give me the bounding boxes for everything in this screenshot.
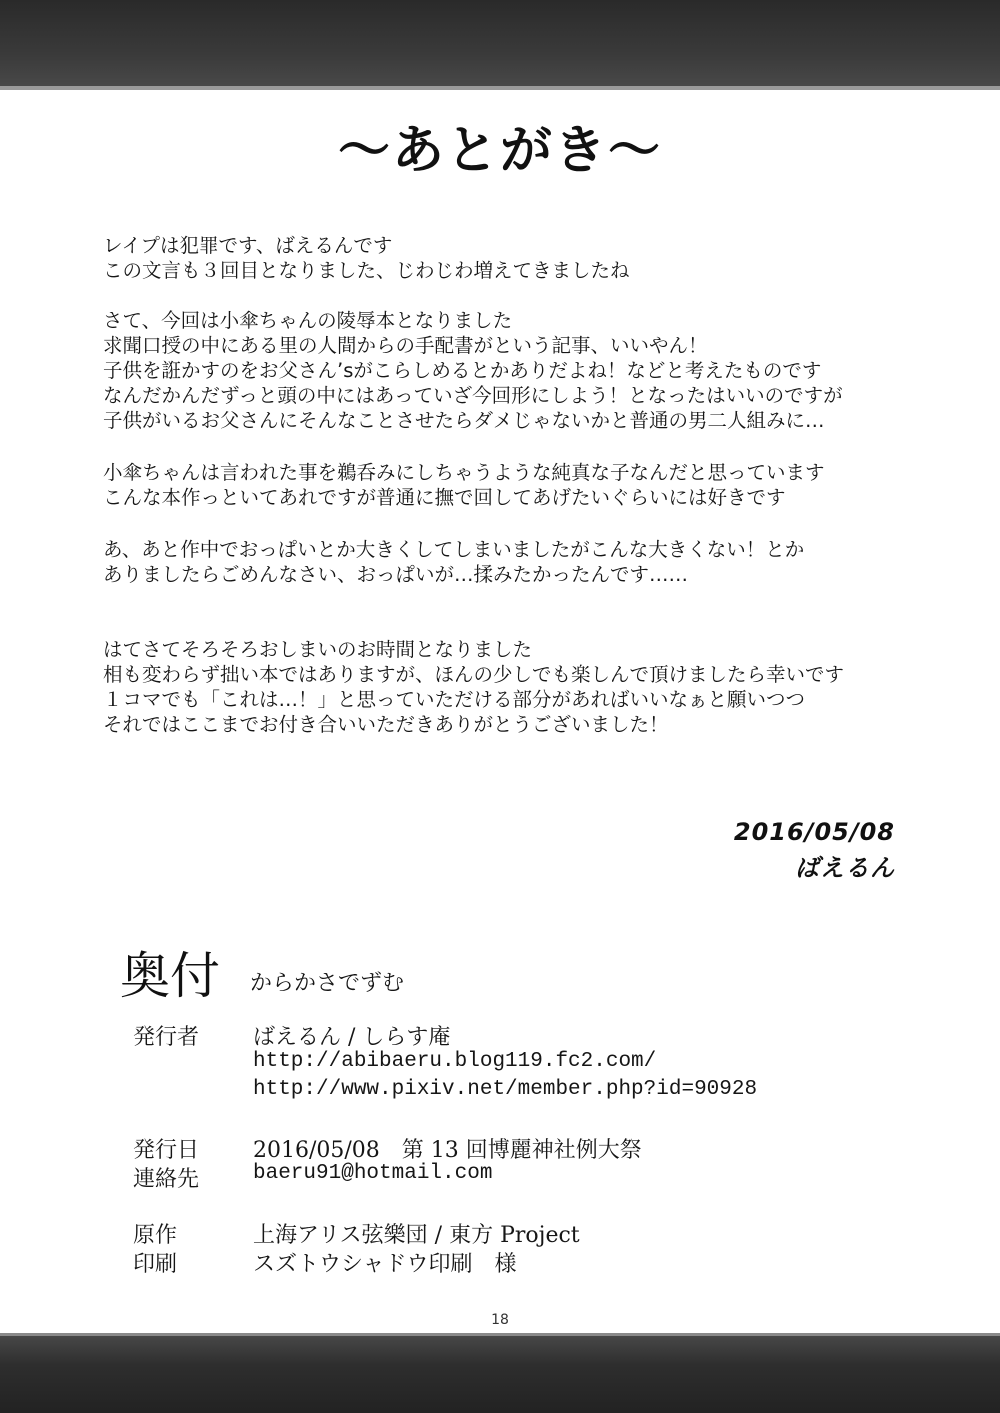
text-line: はてさてそろそろおしまいのお時間となりました — [103, 638, 533, 661]
text-line: 相も変わらず拙い本ではありますが、ほんの少しでも楽しんで頂けましたら幸いです — [103, 663, 845, 686]
paragraph-3 — [103, 460, 923, 510]
printer-value: スズトウシャドウ印刷 様 — [253, 1252, 517, 1277]
original-work-value: 上海アリス弦樂団 / 東方 Project — [253, 1223, 580, 1248]
top-scan-border — [0, 0, 1000, 90]
blog-url: http://abibaeru.blog119.fc2.com/ — [253, 1050, 657, 1073]
paragraph-2 — [103, 308, 923, 433]
text-line: 求聞口授の中にある里の人間からの手配書がという記事、いいやん！ — [103, 334, 708, 357]
paragraph-5 — [103, 637, 923, 737]
text-line: 子供を誑かすのをお父さん’sがこらしめるとかありだよね！などと考えたものです — [103, 359, 822, 382]
issue-date-label: 発行日 — [133, 1138, 200, 1163]
text-line: 子供がいるお父さんにそんなことさせたらダメじゃないかと普通の男二人組みに… — [103, 409, 825, 432]
text-line: それではここまでお付き合いいただきありがとうございました！ — [103, 713, 669, 736]
printer-label: 印刷 — [133, 1252, 178, 1277]
text-line: さて、今回は小傘ちゃんの陵辱本となりました — [103, 309, 513, 332]
text-line: なんだかんだずっと頭の中にはあっていざ今回形にしよう！となったはいいのですが — [103, 384, 843, 407]
text-line: あ、あと作中でおっぱいとか大きくしてしまいましたがこんな大きくない！とか — [103, 538, 805, 561]
afterword-title: ～あとがき～ — [337, 121, 662, 181]
signature-name: ばえるん — [795, 854, 895, 882]
pixiv-url: http://www.pixiv.net/member.php?id=90928 — [253, 1078, 758, 1101]
text-line: 小傘ちゃんは言われた事を鵜呑みにしちゃうような純真な子なんだと思っています — [103, 461, 825, 484]
publisher-value: ばえるん / しらす庵 — [253, 1025, 451, 1050]
paragraph-1 — [103, 233, 923, 283]
publisher-label: 発行者 — [133, 1025, 200, 1050]
issue-date-value: 2016/05/08 第 13 回博麗神社例大祭 — [253, 1138, 642, 1163]
text-line: レイプは犯罪です、ばえるんです — [103, 234, 393, 257]
colophon-heading: 奥付 — [120, 947, 220, 1005]
signature-date: 2016/05/08 — [733, 818, 895, 846]
text-line: こんな本作っといてあれですが普通に撫で回してあげたいぐらいには好きです — [103, 486, 786, 509]
contact-value: baeru91@hotmail.com — [253, 1162, 493, 1185]
circle-name: からかさでずむ — [250, 971, 405, 996]
text-line: この文言も３回目となりました、じわじわ増えてきましたね — [103, 259, 630, 282]
contact-label: 連絡先 — [133, 1167, 200, 1192]
text-line: １コマでも「これは…！」と思っていただける部分があればいいなぁと願いつつ — [103, 688, 806, 711]
page-number: 18 — [491, 1312, 509, 1328]
original-work-label: 原作 — [133, 1223, 178, 1248]
text-line: ありましたらごめんなさい、おっぱいが…揉みたかったんです…… — [103, 563, 689, 586]
bottom-scan-border — [0, 1333, 1000, 1413]
paragraph-4 — [103, 537, 923, 587]
